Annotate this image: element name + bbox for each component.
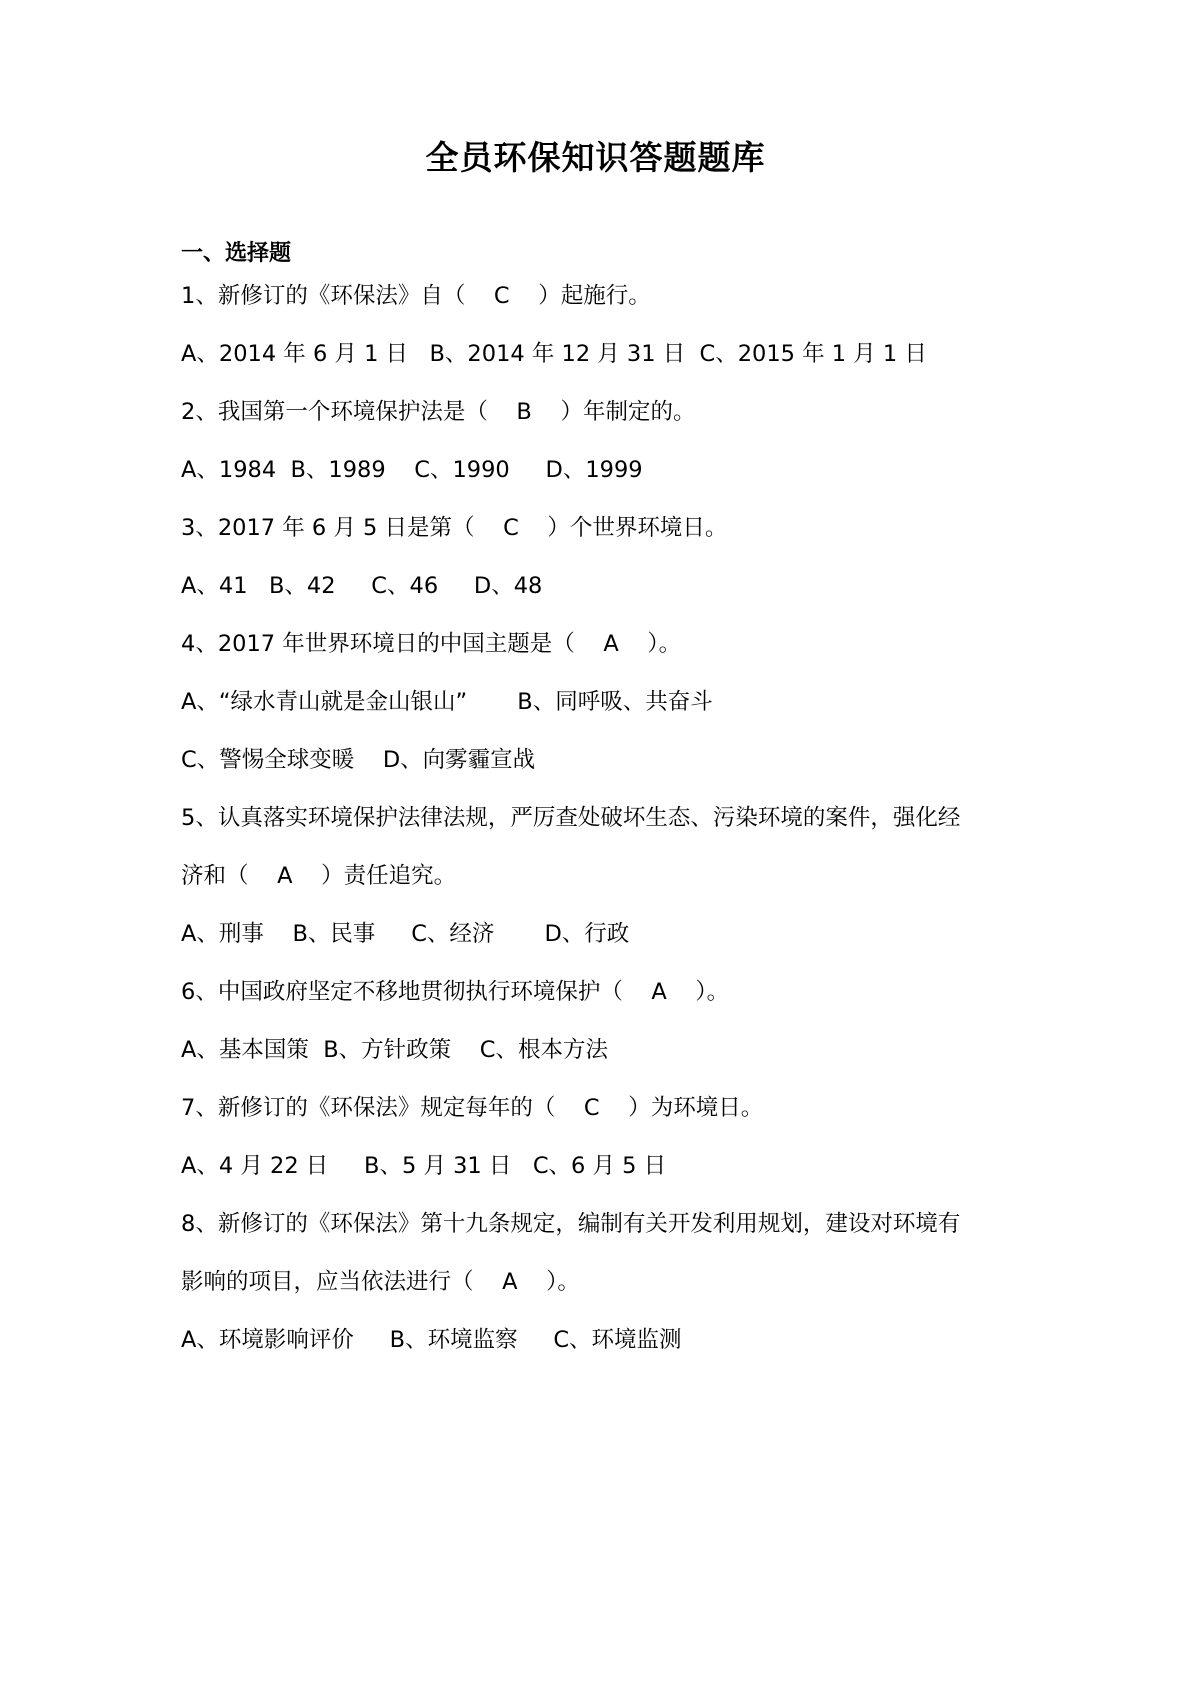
question-8: 影响的项目，应当依法进行（ A ）。 — [181, 1269, 580, 1295]
question-5: 5、认真落实环境保护法律法规，严厉查处破坏生态、污染环境的案件，强化经 — [181, 805, 961, 831]
question-8-options: A、环境影响评价 B、环境监察 C、环境监测 — [181, 1327, 682, 1353]
question-4: 4、2017 年世界环境日的中国主题是（ A ）。 — [181, 631, 682, 657]
question-2: 2、我国第一个环境保护法是（ B ）年制定的。 — [181, 399, 696, 425]
question-8: 8、新修订的《环保法》第十九条规定，编制有关开发利用规划，建设对环境有 — [181, 1211, 961, 1237]
question-1: 1、新修订的《环保法》自（ C ）起施行。 — [181, 283, 651, 309]
question-4-options: A、“绿水青山就是金山银山” B、同呼吸、共奋斗 — [181, 689, 713, 715]
question-1-options: A、2014 年 6 月 1 日 B、2014 年 12 月 31 日 C、2015 年 1 月 1 日 — [181, 341, 927, 367]
question-4-options: C、警惕全球变暖 D、向雾霾宣战 — [181, 747, 536, 773]
question-5: 济和（ A ）责任追究。 — [181, 863, 457, 889]
question-6: 6、中国政府坚定不移地贯彻执行环境保护（ A ）。 — [181, 979, 730, 1005]
question-5-options: A、刑事 B、民事 C、经济 D、行政 — [181, 921, 630, 947]
question-7: 7、新修订的《环保法》规定每年的（ C ）为环境日。 — [181, 1095, 764, 1121]
question-2-options: A、1984 B、1989 C、1990 D、1999 — [181, 457, 643, 483]
question-3: 3、2017 年 6 月 5 日是第（ C ）个世界环境日。 — [181, 515, 728, 541]
question-6-options: A、基本国策 B、方针政策 C、根本方法 — [181, 1037, 608, 1063]
section-heading: 一、选择题 — [181, 241, 292, 266]
document-title: 全员环保知识答题题库 — [425, 138, 766, 177]
question-3-options: A、41 B、42 C、46 D、48 — [181, 573, 543, 599]
question-7-options: A、4 月 22 日 B、5 月 31 日 C、6 月 5 日 — [181, 1153, 667, 1179]
